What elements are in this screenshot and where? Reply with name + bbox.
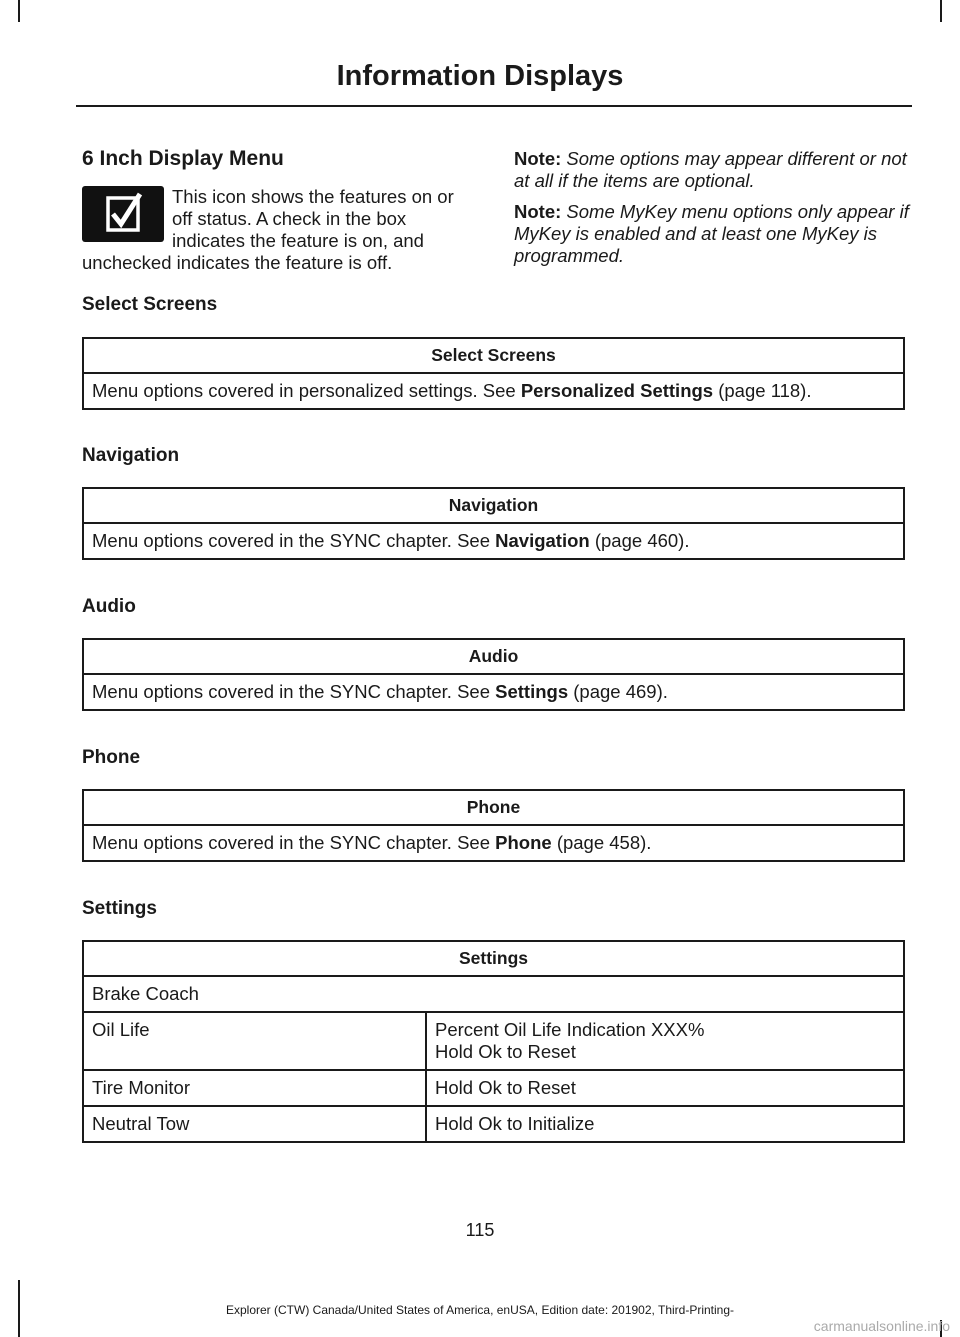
section-heading: Navigation (82, 445, 180, 466)
page-title: Information Displays (336, 60, 624, 92)
section-heading: Phone (82, 747, 141, 768)
table-row (83, 1070, 904, 1106)
cell-text: Menu options covered in the SYNC chapter. See (92, 832, 490, 853)
note-label: Note: (514, 148, 562, 169)
crop-mark (940, 0, 942, 22)
select-screens-table (82, 337, 905, 410)
note-text: Some options may appear different or not at all if the items are optional. (514, 148, 907, 191)
note-item (514, 201, 912, 267)
settings-table (82, 940, 905, 1143)
audio-table (82, 638, 905, 711)
setting-item: Oil Life (83, 1012, 426, 1070)
table-row (83, 825, 904, 861)
section-heading: Settings (82, 898, 157, 919)
intro-body (82, 186, 472, 274)
table-header: Audio (83, 639, 904, 674)
edition-info: Explorer (CTW) Canada/United States of America, enUSA, Edition date: 201902, Third-Printing- (225, 1303, 735, 1317)
page-reference: (page 118). (718, 380, 812, 401)
table-header: Phone (83, 790, 904, 825)
cross-reference-link[interactable]: Phone (495, 832, 552, 853)
cross-reference-link[interactable]: Personalized Settings (520, 380, 714, 401)
table-row (83, 373, 904, 409)
table-row: Brake Coach (83, 976, 904, 1012)
setting-value-line: Hold Ok to Reset (435, 1041, 576, 1062)
phone-table (82, 789, 905, 862)
table-header: Select Screens (83, 338, 904, 373)
cell-text: Menu options covered in the SYNC chapter. See (92, 681, 490, 702)
page-reference: (page 460). (594, 530, 690, 551)
section-heading: Select Screens (82, 294, 218, 315)
setting-value (426, 1012, 904, 1070)
setting-item: Tire Monitor (83, 1070, 426, 1106)
note-label: Note: (514, 201, 562, 222)
setting-value-line: Percent Oil Life Indication XXX% (435, 1019, 705, 1040)
setting-item: Neutral Tow (83, 1106, 426, 1142)
note-item (514, 148, 912, 192)
header-divider (76, 105, 912, 107)
table-header: Navigation (83, 488, 904, 523)
cross-reference-link[interactable]: Settings (495, 681, 569, 702)
table-row (83, 1106, 904, 1142)
table-row (83, 523, 904, 559)
watermark: carmanualsonline.info (813, 1318, 950, 1334)
setting-value: Hold Ok to Initialize (426, 1106, 904, 1142)
table-header: Settings (83, 941, 904, 976)
table-row (83, 674, 904, 710)
setting-value: Hold Ok to Reset (426, 1070, 904, 1106)
note-text: Some MyKey menu options only appear if MyKey is enabled and at least one MyKey is programmed. (514, 201, 909, 266)
cell-text: Menu options covered in personalized settings. See (92, 380, 516, 401)
cell-text: Menu options covered in the SYNC chapter. See (92, 530, 490, 551)
intro-body-text: This icon shows the features on or off status. A check in the box indicates the feature is on, and unchecked indicates the feature is off. (82, 186, 454, 273)
table-row (83, 1012, 904, 1070)
notes (514, 148, 912, 267)
page-reference: (page 458). (556, 832, 652, 853)
page-number: 115 (465, 1220, 495, 1240)
navigation-table (82, 487, 905, 560)
intro-heading: 6 Inch Display Menu (82, 147, 284, 170)
page-reference: (page 469). (573, 681, 668, 702)
crop-mark (18, 0, 20, 22)
section-heading: Audio (82, 596, 136, 617)
cross-reference-link[interactable]: Navigation (495, 530, 590, 551)
